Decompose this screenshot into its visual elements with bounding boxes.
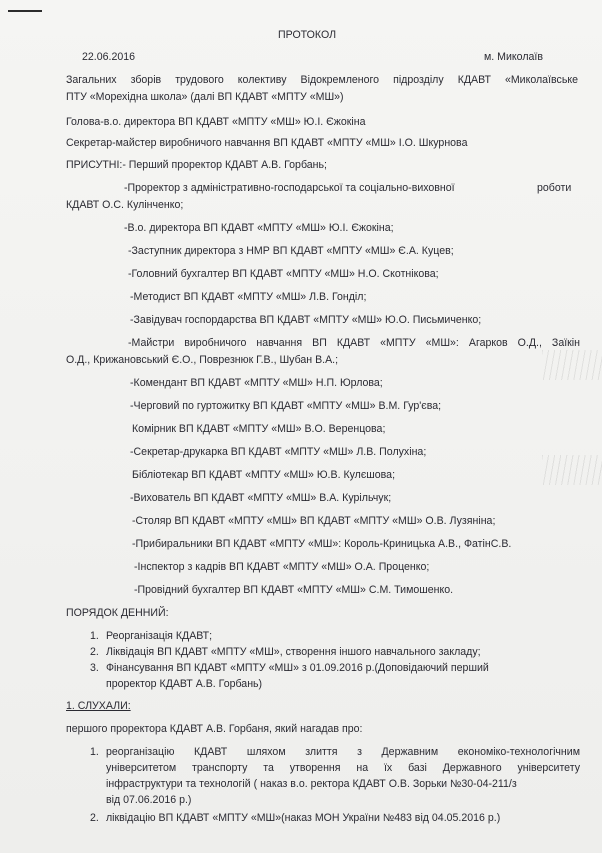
present-line: -Прибиральники ВП КДАВТ «МПТУ «МШ»: Король-Криницька А.В., ФатінС.В. [132,538,512,550]
present-line: -Головний бухгалтер ВП КДАВТ «МПТУ «МШ» Н.О. Скотнікова; [128,268,439,280]
document-place: м. Миколаїв [484,51,543,63]
intro-line: Загальних зборів трудового колективу Відокремленого підрозділу КДАВТ «Миколаївське [66,74,578,86]
chair-line: Голова-в.о. директора ВП КДАВТ «МПТУ «МШ» Ю.І. Єжокіна [66,116,366,128]
present-line: Комірник ВП КДАВТ «МПТУ «МШ» В.О. Веренцова; [132,423,386,435]
agenda-heading: ПОРЯДОК ДЕННИЙ: [66,607,169,619]
heard-text: інфраструктури та технологій ( наказ в.о. ректора КДАВТ О.В. Зорьки №30-04-211/з [106,778,517,790]
agenda-text: Реорганізація КДАВТ; [106,630,213,642]
present-line: -В.о. директора ВП КДАВТ «МПТУ «МШ» Ю.І. Єжокіна; [124,222,394,234]
intro-line: ПТУ «Морехідна школа» (далі ВП КДАВТ «МПТУ «МШ») [66,91,344,103]
present-line: ПРИСУТНІ:- Перший проректор КДАВТ А.В. Горбань; [66,159,327,171]
agenda-item [90,646,481,659]
present-line: -Заступник директора з НМР ВП КДАВТ «МПТУ «МШ» Є.А. Куцев; [128,245,454,257]
document-title: ПРОТОКОЛ [278,29,337,41]
bleed-through-mark [542,455,602,485]
agenda-number: 3. [90,662,99,674]
heard-lead: першого проректора КДАВТ А.В. Горбаня, який нагадав про: [66,723,363,735]
agenda-text: Фінансування ВП КДАВТ «МПТУ «МШ» з 01.09.2016 р.(Доповідаючий перший [106,662,489,674]
bleed-through-mark [542,350,602,380]
present-line: -Секретар-друкарка ВП КДАВТ «МПТУ «МШ» Л.В. Полухіна; [130,446,427,458]
heard-number: 2. [90,812,99,824]
heard-text: реорганізацію КДАВТ шляхом злиття з Державним економіко-технологічним [106,746,580,758]
agenda-number: 2. [90,646,99,658]
document-date: 22.06.2016 [82,51,136,63]
agenda-item [90,630,212,643]
present-line: О.Д., Крижановський Є.О., Поврезнюк Г.В., Шубан В.А.; [66,354,339,366]
present-line: -Методист ВП КДАВТ «МПТУ «МШ» Л.В. Гонділ; [130,291,367,303]
present-line: -Комендант ВП КДАВТ «МПТУ «МШ» Н.П. Юрлова; [130,377,383,389]
agenda-text: Ліквідація ВП КДАВТ «МПТУ «МШ», створення іншого навчального закладу; [106,646,481,658]
heard-text: ліквідацію ВП КДАВТ «МПТУ «МШ»(наказ МОН України №483 від 04.05.2016 р.) [106,812,501,824]
scan-edge-mark [8,10,42,12]
agenda-text: проректор КДАВТ А.В. Горбань) [106,678,263,690]
present-line: -Майстри виробничого навчання ВП КДАВТ «МПТУ «МШ»: Агарков О.Д., Заїкін [128,337,580,349]
present-line: -Черговий по гуртожитку ВП КДАВТ «МПТУ «МШ» В.М. Гур'єва; [130,400,442,412]
present-line: роботи [537,182,572,194]
heard-text: університетом транспорту та утворення на їх базі Державного університету [106,762,580,774]
heard-text: від 07.06.2016 р.) [106,794,192,806]
present-line: -Завідувач госпордарства ВП КДАВТ «МПТУ «МШ» Ю.О. Письмиченко; [130,314,482,326]
present-line: -Інспектор з кадрів ВП КДАВТ «МПТУ «МШ» О.А. Проценко; [134,561,430,573]
agenda-number: 1. [90,630,99,642]
present-line: -Провідний бухгалтер ВП КДАВТ «МПТУ «МШ» С.М. Тимошенко. [134,584,454,596]
heard-heading: 1. СЛУХАЛИ: [66,700,131,712]
secretary-line: Секретар-майстер виробничого навчання ВП КДАВТ «МПТУ «МШ» І.О. Шкурнова [66,137,468,149]
present-line: -Проректор з адміністративно-господарської та соціально-виховної [124,182,455,194]
present-line: Бібліотекар ВП КДАВТ «МПТУ «МШ» Ю.В. Кулєшова; [132,469,396,481]
heard-number: 1. [90,746,99,758]
agenda-item [90,662,489,675]
present-line: КДАВТ О.С. Кулінченко; [66,199,184,211]
present-line: -Столяр ВП КДАВТ «МПТУ «МШ» ВП КДАВТ «МПТУ «МШ» О.В. Лузяніна; [132,515,496,527]
present-line: -Вихователь ВП КДАВТ «МПТУ «МШ» В.А. Курільчук; [130,492,392,504]
